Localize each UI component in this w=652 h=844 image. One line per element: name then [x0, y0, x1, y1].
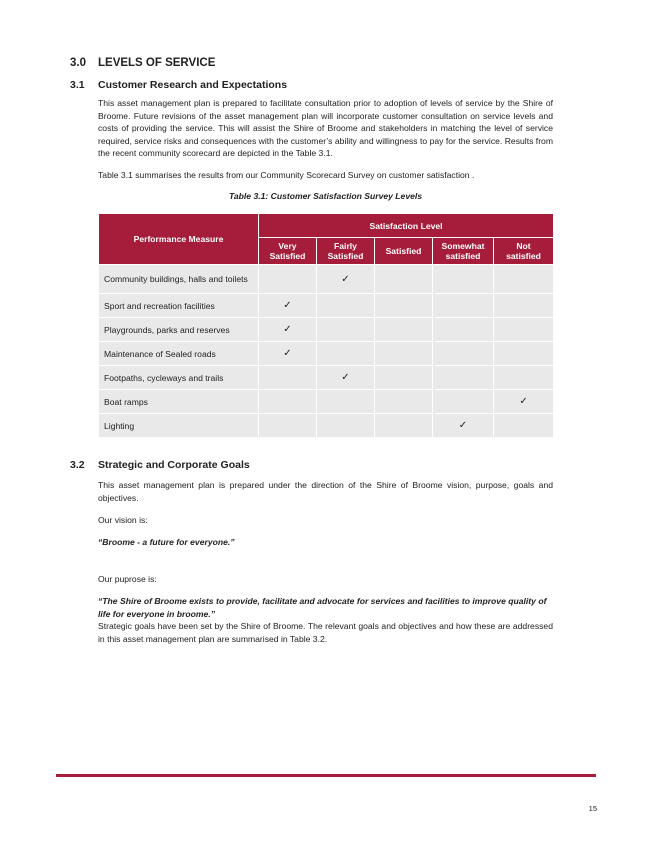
checkmark-icon: ✓ [259, 294, 317, 318]
empty-cell [494, 318, 554, 342]
empty-cell [494, 414, 554, 438]
empty-cell [433, 265, 494, 294]
section-heading-3-1 [70, 79, 287, 91]
table-row [99, 318, 554, 342]
performance-measure: Maintenance of Sealed roads [99, 342, 259, 366]
satisfaction-table [98, 213, 554, 438]
vision-statement: “Broome - a future for everyone.” [98, 537, 235, 547]
empty-cell [317, 390, 375, 414]
empty-cell [494, 265, 554, 294]
checkmark-icon: ✓ [317, 366, 375, 390]
intro-paragraph: This asset management plan is prepared to facilitate consultation prior to adoption of levels of service by the Shire of Broome. Future revisions of the asset management plan will incorporate customer consultation on service levels and costs of providing the service. This will assist the Shire of Broome and stakeholders in matching the level of service required, service risks and consequences with the customer’s ability and willingness to pay for the service. Results from the recent community scorecard are depicted in the Table 3.1. [98, 98, 553, 159]
section-number: 3.1 [70, 79, 85, 91]
satisfaction-level-header: Satisfaction Level [259, 214, 554, 238]
empty-cell [375, 318, 433, 342]
performance-measure: Boat ramps [99, 390, 259, 414]
level-column-header-line: Satisfied [385, 246, 422, 256]
direction-paragraph: This asset management plan is prepared under the direction of the Shire of Broome vision, purpose, goals and objectives. [98, 480, 553, 503]
table-row [99, 342, 554, 366]
purpose-statement: “The Shire of Broome exists to provide, facilitate and advocate for services and facilities to improve quality of life for everyone in broome.” [98, 596, 547, 619]
table-caption: Table 3.1: Customer Satisfaction Survey Levels [228, 191, 423, 201]
empty-cell [259, 265, 317, 294]
section-title: Strategic and Corporate Goals [98, 459, 250, 471]
empty-cell [317, 294, 375, 318]
strategic-goals-paragraph: Strategic goals have been set by the Shire of Broome. The relevant goals and objectives and how these are addressed in this asset management plan are summarised in Table 3.2. [98, 621, 553, 644]
empty-cell [259, 366, 317, 390]
empty-cell [375, 342, 433, 366]
level-column-header [494, 238, 554, 265]
level-column-header-line: Satisfied [269, 251, 306, 261]
level-column-header-line: Not [516, 241, 531, 251]
table-summary-paragraph: Table 3.1 summarises the results from our Community Scorecard Survey on customer satisfaction . [98, 170, 475, 180]
empty-cell [433, 366, 494, 390]
level-column-header-line: Very [278, 241, 297, 251]
empty-cell [375, 390, 433, 414]
table-row [99, 294, 554, 318]
empty-cell [433, 318, 494, 342]
checkmark-icon: ✓ [317, 265, 375, 294]
empty-cell [259, 390, 317, 414]
section-title: Customer Research and Expectations [98, 79, 288, 91]
empty-cell [317, 414, 375, 438]
empty-cell [375, 366, 433, 390]
level-column-header [317, 238, 375, 265]
level-column-header [259, 238, 317, 265]
section-number: 3.0 [70, 57, 86, 69]
level-column-header-line: satisfied [506, 251, 541, 261]
empty-cell [433, 390, 494, 414]
empty-cell [494, 294, 554, 318]
empty-cell [317, 342, 375, 366]
empty-cell [433, 342, 494, 366]
footer-rule [56, 774, 596, 777]
performance-measure: Sport and recreation facilities [99, 294, 259, 318]
performance-measure: Footpaths, cycleways and trails [99, 366, 259, 390]
vision-label: Our vision is: [98, 515, 148, 525]
checkmark-icon: ✓ [494, 390, 554, 414]
level-column-header [433, 238, 494, 265]
level-column-header-line: satisfied [445, 251, 481, 261]
empty-cell [494, 366, 554, 390]
table-row [99, 265, 554, 294]
performance-measure: Lighting [99, 414, 259, 438]
checkmark-icon: ✓ [259, 318, 317, 342]
level-column-header-line: Satisfied [327, 251, 364, 261]
section-heading-3-2 [70, 459, 250, 471]
section-heading-3-0 [70, 57, 215, 69]
empty-cell [494, 342, 554, 366]
level-column-header [375, 238, 433, 265]
empty-cell [375, 265, 433, 294]
table-row [99, 366, 554, 390]
section-title: LEVELS OF SERVICE [98, 57, 216, 69]
empty-cell [433, 294, 494, 318]
level-column-header-line: Fairly [334, 241, 357, 251]
empty-cell [375, 414, 433, 438]
performance-measure: Playgrounds, parks and reserves [99, 318, 259, 342]
level-column-header-line: Somewhat [441, 241, 485, 251]
empty-cell [259, 414, 317, 438]
page-number: 15 [588, 804, 597, 813]
measure-header: Performance Measure [99, 214, 259, 265]
section-number: 3.2 [70, 459, 85, 471]
checkmark-icon: ✓ [433, 414, 494, 438]
checkmark-icon: ✓ [259, 342, 317, 366]
purpose-label: Our puprose is: [98, 574, 157, 584]
empty-cell [375, 294, 433, 318]
performance-measure: Community buildings, halls and toilets [99, 265, 259, 294]
empty-cell [317, 318, 375, 342]
table-row [99, 414, 554, 438]
table-row [99, 390, 554, 414]
